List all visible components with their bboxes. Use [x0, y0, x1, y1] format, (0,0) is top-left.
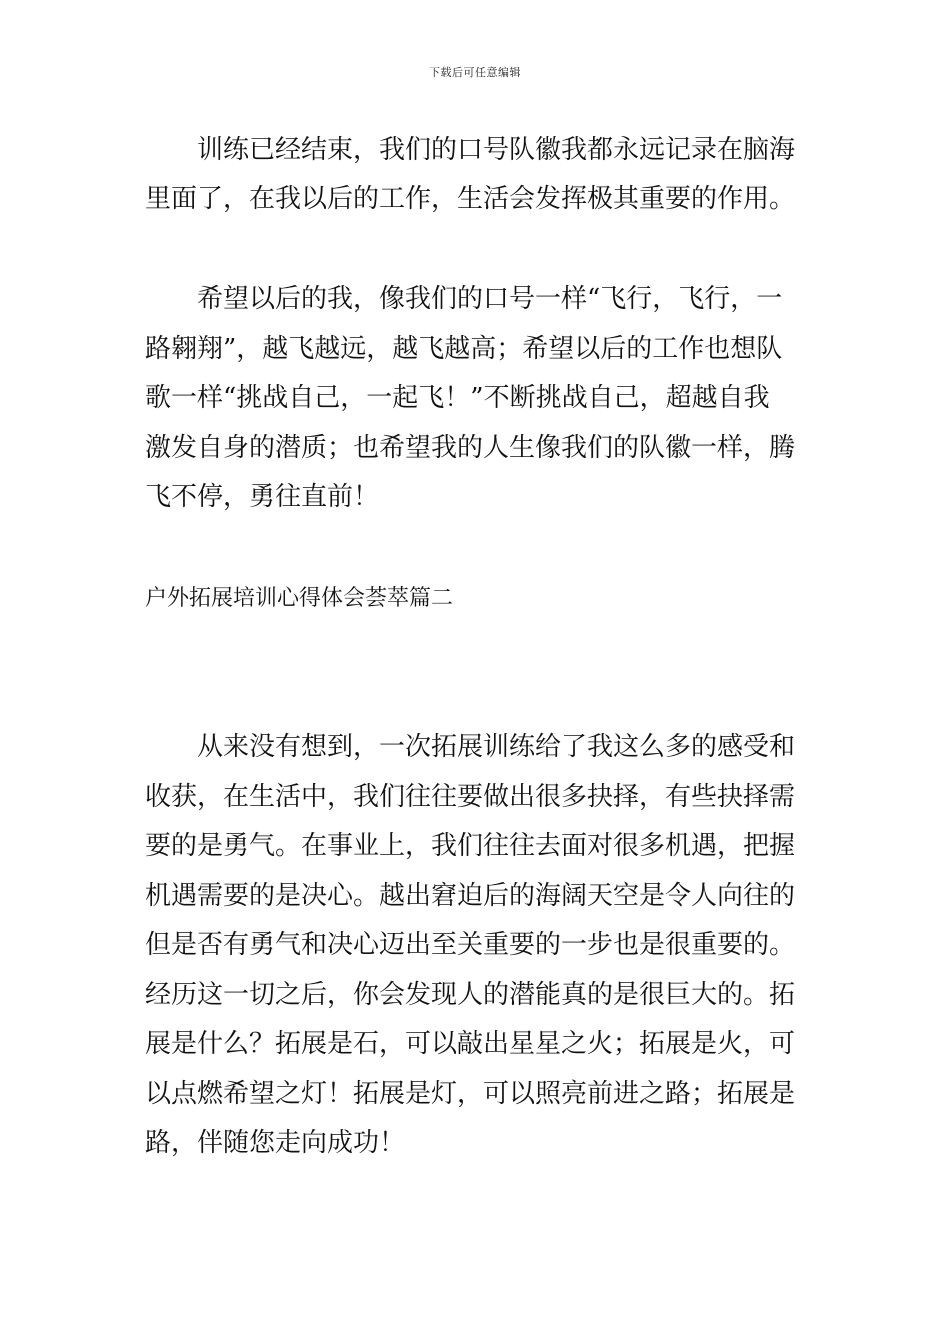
paragraph-2-line-5: 飞不停，勇往直前！ — [145, 482, 380, 512]
paragraph-3-line-6: 经历这一切之后，你会发现人的潜能真的是很巨大的。拓 — [145, 980, 796, 1010]
paragraph-2-line-3: 歌一样“挑战自己，一起飞！”不断挑战自己，超越自我 — [145, 383, 770, 413]
paragraph-3-line-2: 收获，在生活中，我们往往要做出很多抉择，有些抉择需 — [145, 782, 796, 812]
paragraph-3-line-4: 机遇需要的是决心。越出窘迫后的海阔天空是令人向往的 — [145, 881, 796, 911]
paragraph-3-line-8: 以点燃希望之灯！拓展是灯，可以照亮前进之路；拓展是 — [145, 1079, 796, 1109]
paragraph-3-line-5: 但是否有勇气和决心迈出至关重要的一步也是很重要的。 — [145, 930, 796, 960]
paragraph-2-line-1: 希望以后的我，像我们的口号一样“飞行，飞行，一 — [197, 284, 783, 314]
paragraph-3-line-7: 展是什么？拓展是石，可以敲出星星之火；拓展是火，可 — [145, 1029, 796, 1059]
section-heading: 户外拓展培训心得体会荟萃篇二 — [145, 586, 454, 611]
paragraph-2-line-2: 路翱翔”，越飞越远，越飞越高；希望以后的工作也想队 — [145, 334, 783, 364]
paragraph-1-line-2: 里面了，在我以后的工作，生活会发挥极其重要的作用。 — [145, 184, 796, 214]
paragraph-1-line-1: 训练已经结束，我们的口号队徽我都永远记录在脑海 — [197, 135, 796, 165]
paragraph-3-line-3: 要的是勇气。在事业上，我们往往去面对很多机遇，把握 — [145, 831, 796, 861]
paragraph-3-line-1: 从来没有想到，一次拓展训练给了我这么多的感受和 — [197, 732, 796, 762]
page-header: 下载后可任意编辑 — [429, 66, 521, 79]
paragraph-3-line-9: 路，伴随您走向成功！ — [145, 1128, 406, 1158]
paragraph-2-line-4: 激发自身的潜质；也希望我的人生像我们的队徽一样，腾 — [145, 433, 796, 463]
